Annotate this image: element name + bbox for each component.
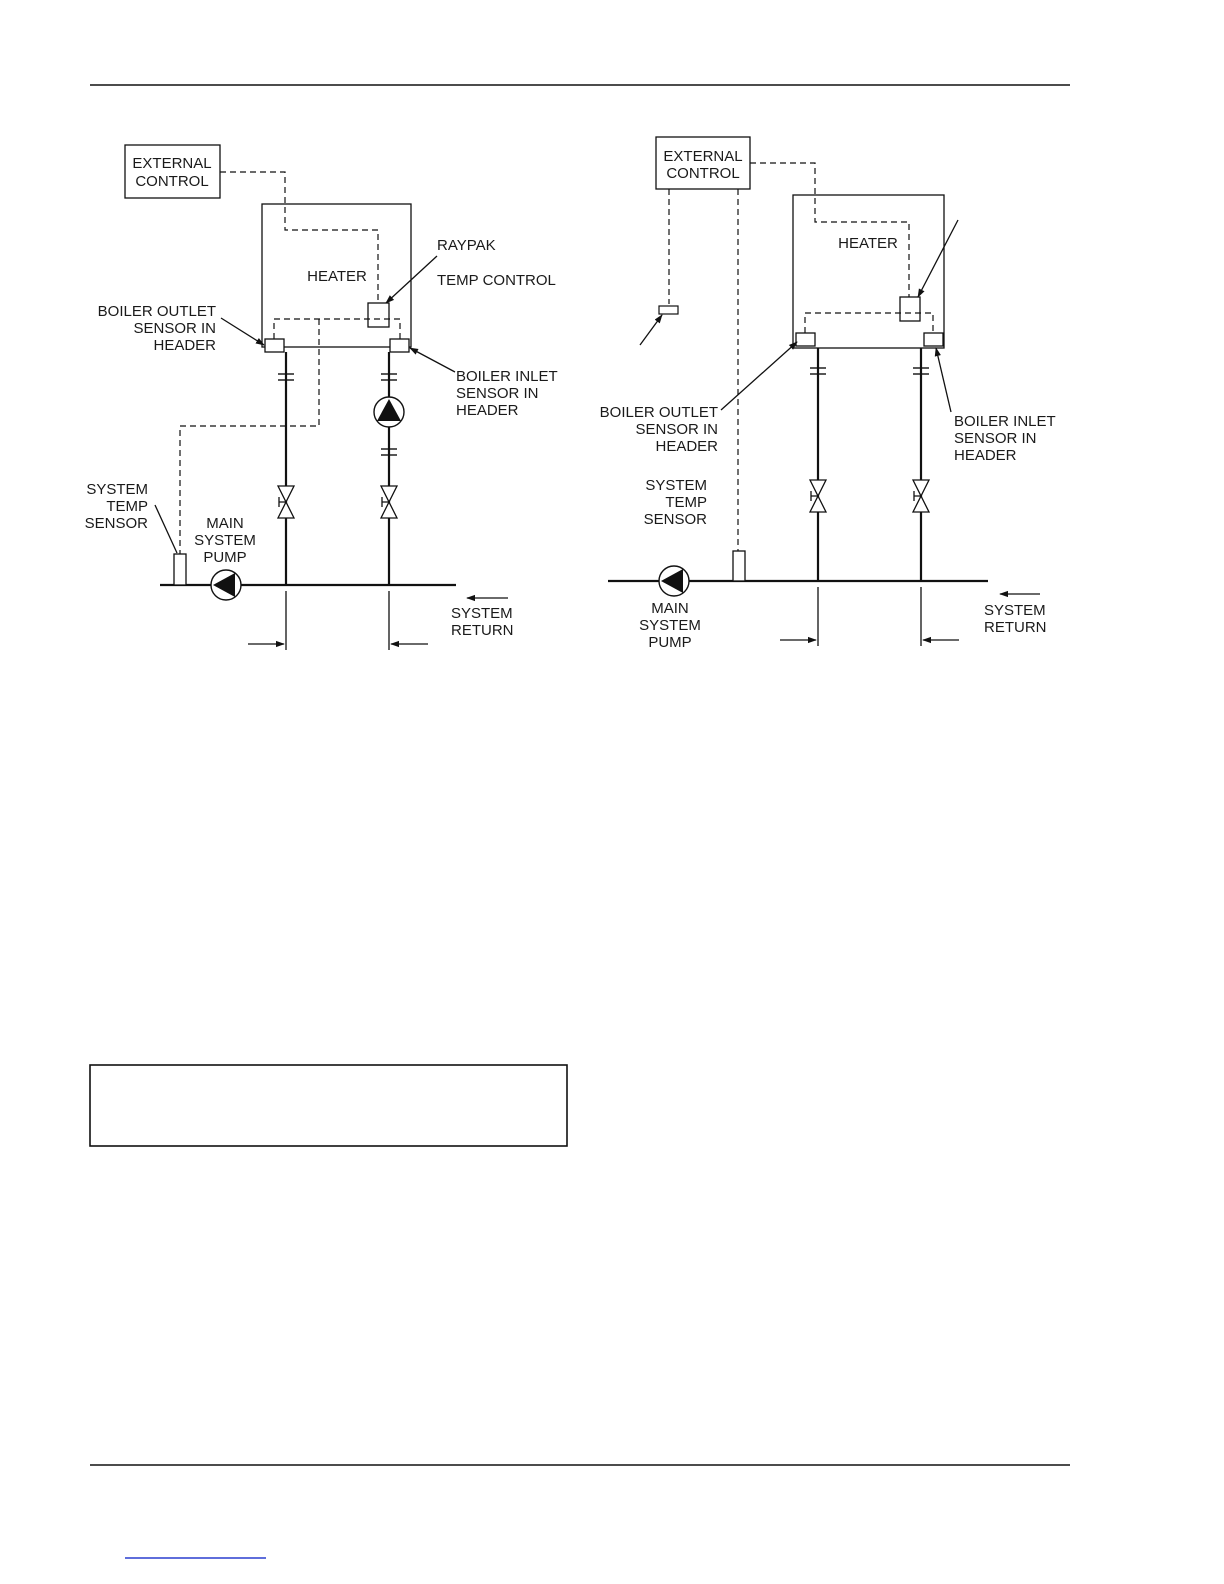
right-valve-outlet-icon xyxy=(810,480,826,512)
left-system-return-line1: SYSTEM xyxy=(451,605,513,622)
left-main-pump-line3: PUMP xyxy=(203,549,247,566)
left-sys-sensor-line2: TEMP xyxy=(106,498,148,515)
right-outlet-leader xyxy=(721,342,797,410)
right-temp-control-leader xyxy=(918,220,958,297)
right-main-pump-line3: PUMP xyxy=(648,634,692,651)
left-sys-sensor-line3: SENSOR xyxy=(84,515,148,532)
right-boiler-inlet-sensor xyxy=(924,333,943,346)
right-system-return-line1: SYSTEM xyxy=(984,602,1046,619)
right-sys-sensor-line1: SYSTEM xyxy=(645,477,707,494)
left-system-temp-sensor xyxy=(174,554,186,585)
right-outdoor-sensor xyxy=(659,306,678,314)
left-sys-sensor-line1: SYSTEM xyxy=(86,481,148,498)
right-piping-diagram xyxy=(600,137,1056,651)
left-external-control-line2: CONTROL xyxy=(135,173,209,190)
left-system-sensor-leader xyxy=(155,505,177,553)
left-main-pump-line2: SYSTEM xyxy=(194,532,256,549)
right-main-pump-line2: SYSTEM xyxy=(639,617,701,634)
right-sys-sensor-line3: SENSOR xyxy=(643,511,707,528)
right-inlet-line3: HEADER xyxy=(954,447,1017,464)
right-external-control-line1: EXTERNAL xyxy=(663,148,743,165)
right-inlet-leader xyxy=(936,348,951,412)
left-inlet-line2: SENSOR IN xyxy=(456,385,539,402)
left-main-pump-line1: MAIN xyxy=(206,515,244,532)
left-system-return-line2: RETURN xyxy=(451,622,514,639)
left-outlet-line3: HEADER xyxy=(153,337,216,354)
right-outdoor-sensor-leader xyxy=(640,315,662,345)
right-system-temp-sensor xyxy=(733,551,745,581)
right-main-pump-line1: MAIN xyxy=(651,600,689,617)
note-box xyxy=(90,1065,567,1146)
left-raypak-line2: TEMP CONTROL xyxy=(437,272,556,289)
left-piping-diagram xyxy=(85,145,558,650)
left-boiler-outlet-sensor xyxy=(265,339,284,352)
left-raypak-temp-control xyxy=(368,303,389,327)
left-external-control-line1: EXTERNAL xyxy=(132,155,212,172)
right-valve-inlet-icon xyxy=(913,480,929,512)
left-outlet-line1: BOILER OUTLET xyxy=(97,303,216,320)
right-raypak-temp-control xyxy=(900,297,920,321)
left-raypak-line1: RAYPAK xyxy=(437,237,496,254)
right-outlet-line3: HEADER xyxy=(655,438,718,455)
left-system-sensor-wire xyxy=(180,319,319,554)
left-outlet-line2: SENSOR IN xyxy=(133,320,216,337)
left-inlet-line3: HEADER xyxy=(456,402,519,419)
left-heater-label: HEATER xyxy=(307,268,367,285)
left-boiler-inlet-sensor xyxy=(390,339,409,352)
right-system-return-line2: RETURN xyxy=(984,619,1047,636)
right-control-wire xyxy=(750,163,909,297)
right-outlet-line2: SENSOR IN xyxy=(635,421,718,438)
left-outlet-leader xyxy=(221,318,264,345)
right-inlet-line1: BOILER INLET xyxy=(954,413,1056,430)
left-inlet-leader xyxy=(410,348,455,372)
left-valve-inlet-icon xyxy=(381,486,397,518)
left-inlet-line1: BOILER INLET xyxy=(456,368,558,385)
right-inlet-line2: SENSOR IN xyxy=(954,430,1037,447)
right-external-control-line2: CONTROL xyxy=(666,165,740,182)
right-outlet-line1: BOILER OUTLET xyxy=(599,404,718,421)
right-heater-box xyxy=(793,195,944,348)
left-valve-outlet-icon xyxy=(278,486,294,518)
right-boiler-outlet-sensor xyxy=(796,333,815,346)
right-sys-sensor-line2: TEMP xyxy=(665,494,707,511)
right-heater-label: HEATER xyxy=(838,235,898,252)
